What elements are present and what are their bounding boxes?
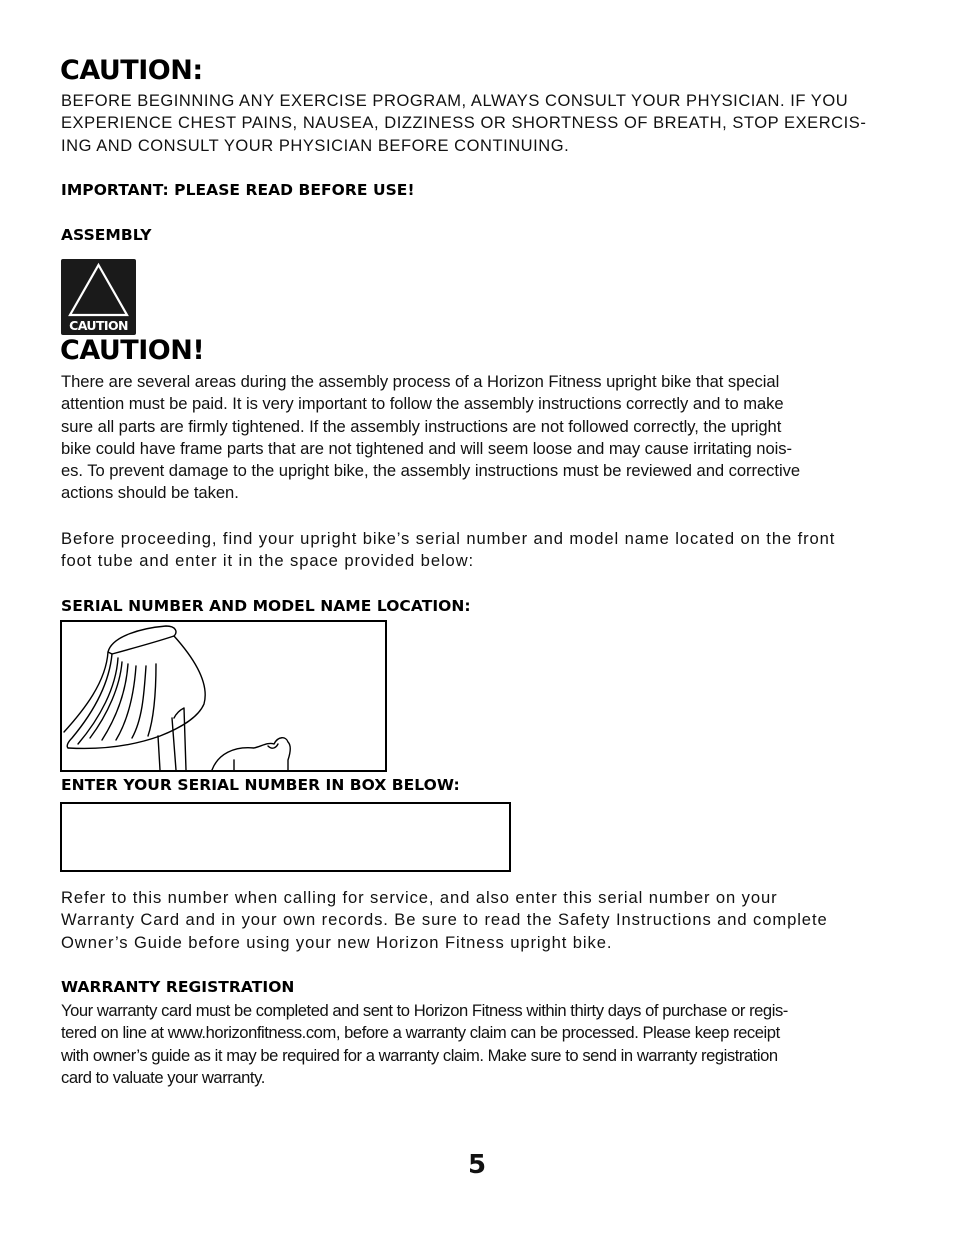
refer-paragraph-line: Owner’s Guide before using your new Horizon Fitness upright bike. xyxy=(61,932,613,952)
warranty-paragraph-line: with owner’s guide as it may be required for a warranty claim. Make sure to send in warranty registration xyxy=(61,1045,778,1065)
caution-warning-text xyxy=(61,90,901,157)
refer-paragraph-line: Warranty Card and in your own records. Be sure to read the Safety Instructions and complete xyxy=(61,910,828,930)
serial-location-figure xyxy=(60,620,387,772)
assembly-paragraph-line: sure all parts are firmly tightened. If the assembly instructions are not followed correctly, the upright xyxy=(61,416,782,436)
enter-serial-heading: ENTER YOUR SERIAL NUMBER IN BOX BELOW: xyxy=(61,776,460,794)
refer-paragraph-line: Refer to this number when calling for service, and also enter this serial number on your xyxy=(61,888,778,907)
serial-intro-line: Before proceeding, find your upright bike’s serial number and model name located on the front xyxy=(61,529,836,548)
triangle-shape xyxy=(61,259,136,319)
warranty-heading: WARRANTY REGISTRATION xyxy=(61,978,295,996)
assembly-paragraph-line: There are several areas during the assembly process of a Horizon Fitness upright bike that special xyxy=(61,372,780,391)
serial-intro-paragraph xyxy=(61,528,906,573)
warranty-paragraph xyxy=(61,1000,911,1089)
caution-warning-line: BEFORE BEGINNING ANY EXERCISE PROGRAM, ALWAYS CONSULT YOUR PHYSICIAN. IF YOU xyxy=(61,92,849,110)
assembly-heading: ASSEMBLY xyxy=(61,226,152,244)
important-heading: IMPORTANT: PLEASE READ BEFORE USE! xyxy=(61,181,415,199)
assembly-paragraph-line: bike could have frame parts that are not tightened and will seem loose and may cause irritating nois- xyxy=(61,438,793,458)
page-number: 5 xyxy=(467,1150,487,1180)
caution-warning-line: ING AND CONSULT YOUR PHYSICIAN BEFORE CONTINUING. xyxy=(61,136,570,155)
caution-icon-label: CAUTION xyxy=(69,318,128,333)
assembly-paragraph-line: es. To prevent damage to the upright bike, the assembly instructions must be reviewed and corrective xyxy=(61,461,801,481)
assembly-paragraph-line: actions should be taken. xyxy=(61,483,239,503)
assembly-paragraph xyxy=(61,371,906,505)
caution-warning-line: EXPERIENCE CHEST PAINS, NAUSEA, DIZZINESS OR SHORTNESS OF BREATH, STOP EXERCIS- xyxy=(61,114,867,133)
warranty-paragraph-line: tered on line at www.horizonfitness.com, before a warranty claim can be processed. Please keep receipt xyxy=(61,1023,780,1043)
caution-triangle-icon xyxy=(61,259,136,335)
serial-location-heading: SERIAL NUMBER AND MODEL NAME LOCATION: xyxy=(61,597,471,615)
bike-foot-tube-illustration xyxy=(62,622,385,770)
serial-intro-line: foot tube and enter it in the space provided below: xyxy=(61,551,475,571)
assembly-paragraph-line: attention must be paid. It is very important to follow the assembly instructions correctly and to make xyxy=(61,394,784,414)
caution-exclaim-heading: CAUTION! xyxy=(60,335,205,366)
serial-number-entry-box[interactable] xyxy=(60,802,511,872)
warranty-paragraph-line: Your warranty card must be completed and sent to Horizon Fitness within thirty days of purchase or regis- xyxy=(61,1001,788,1020)
refer-paragraph xyxy=(61,887,906,954)
caution-heading: CAUTION: xyxy=(60,55,203,86)
warranty-paragraph-line: card to valuate your warranty. xyxy=(61,1067,265,1087)
